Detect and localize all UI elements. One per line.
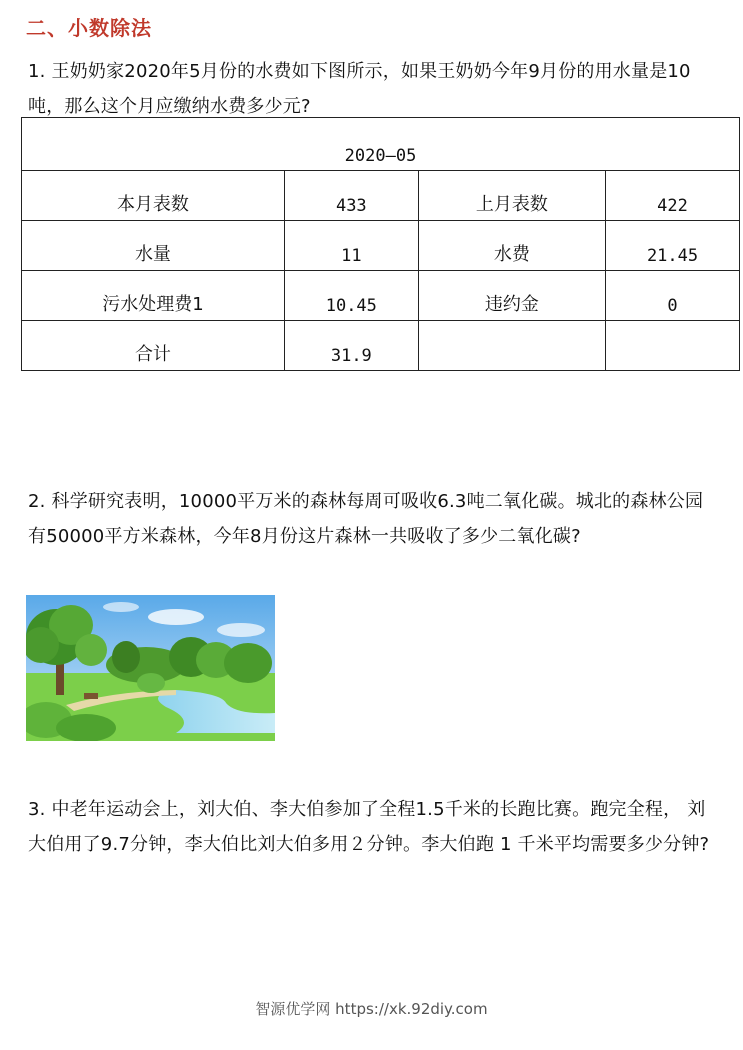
table-cell: 10.45 xyxy=(284,271,418,321)
table-row xyxy=(22,321,740,371)
question-2-text: 2. 科学研究表明，10000平万米的森林每周可吸收6.3吨二氧化碳。城北的森林公园有50000平方米森林，今年8月份这片森林一共吸收了多少二氧化碳? xyxy=(28,491,704,547)
footer-watermark: 智源优学网 https://xk.92diy.com xyxy=(255,1000,488,1018)
table-cell: 水量 xyxy=(22,221,285,271)
table-row xyxy=(22,221,740,271)
table-cell: 433 xyxy=(284,171,418,221)
table-cell: 31.9 xyxy=(284,321,418,371)
table-cell: 污水处理费1 xyxy=(22,271,285,321)
table-cell: 本月表数 xyxy=(22,171,285,221)
table-cell: 11 xyxy=(284,221,418,271)
table-cell: 水费 xyxy=(418,221,605,271)
water-fee-table xyxy=(21,117,740,371)
table-cell: 0 xyxy=(606,271,740,321)
table-cell: 合计 xyxy=(22,321,285,371)
table-cell xyxy=(418,321,605,371)
section-title: 二、小数除法 xyxy=(26,16,152,40)
table-cell: 上月表数 xyxy=(418,171,605,221)
table-cell: 21.45 xyxy=(606,221,740,271)
table-cell xyxy=(606,321,740,371)
table-row xyxy=(22,171,740,221)
forest-park-illustration xyxy=(26,595,275,741)
table-cell: 422 xyxy=(606,171,740,221)
table-row xyxy=(22,271,740,321)
table-cell: 违约金 xyxy=(418,271,605,321)
question-3-text: 3. 中老年运动会上，刘大伯、李大伯参加了全程1.5千米的长跑比赛。跑完全程， 刘大伯用了9.7分钟，李大伯比刘大伯多用２分钟。李大伯跑 1 千米平均需要多少分钟? xyxy=(28,799,710,855)
table-header-row xyxy=(22,118,740,171)
question-1-text: 1. 王奶奶家2020年5月份的水费如下图所示，如果王奶奶今年9月份的用水量是10吨，那么这个月应缴纳水费多少元? xyxy=(28,61,691,117)
table-header-date: 2020—05 xyxy=(22,118,740,171)
